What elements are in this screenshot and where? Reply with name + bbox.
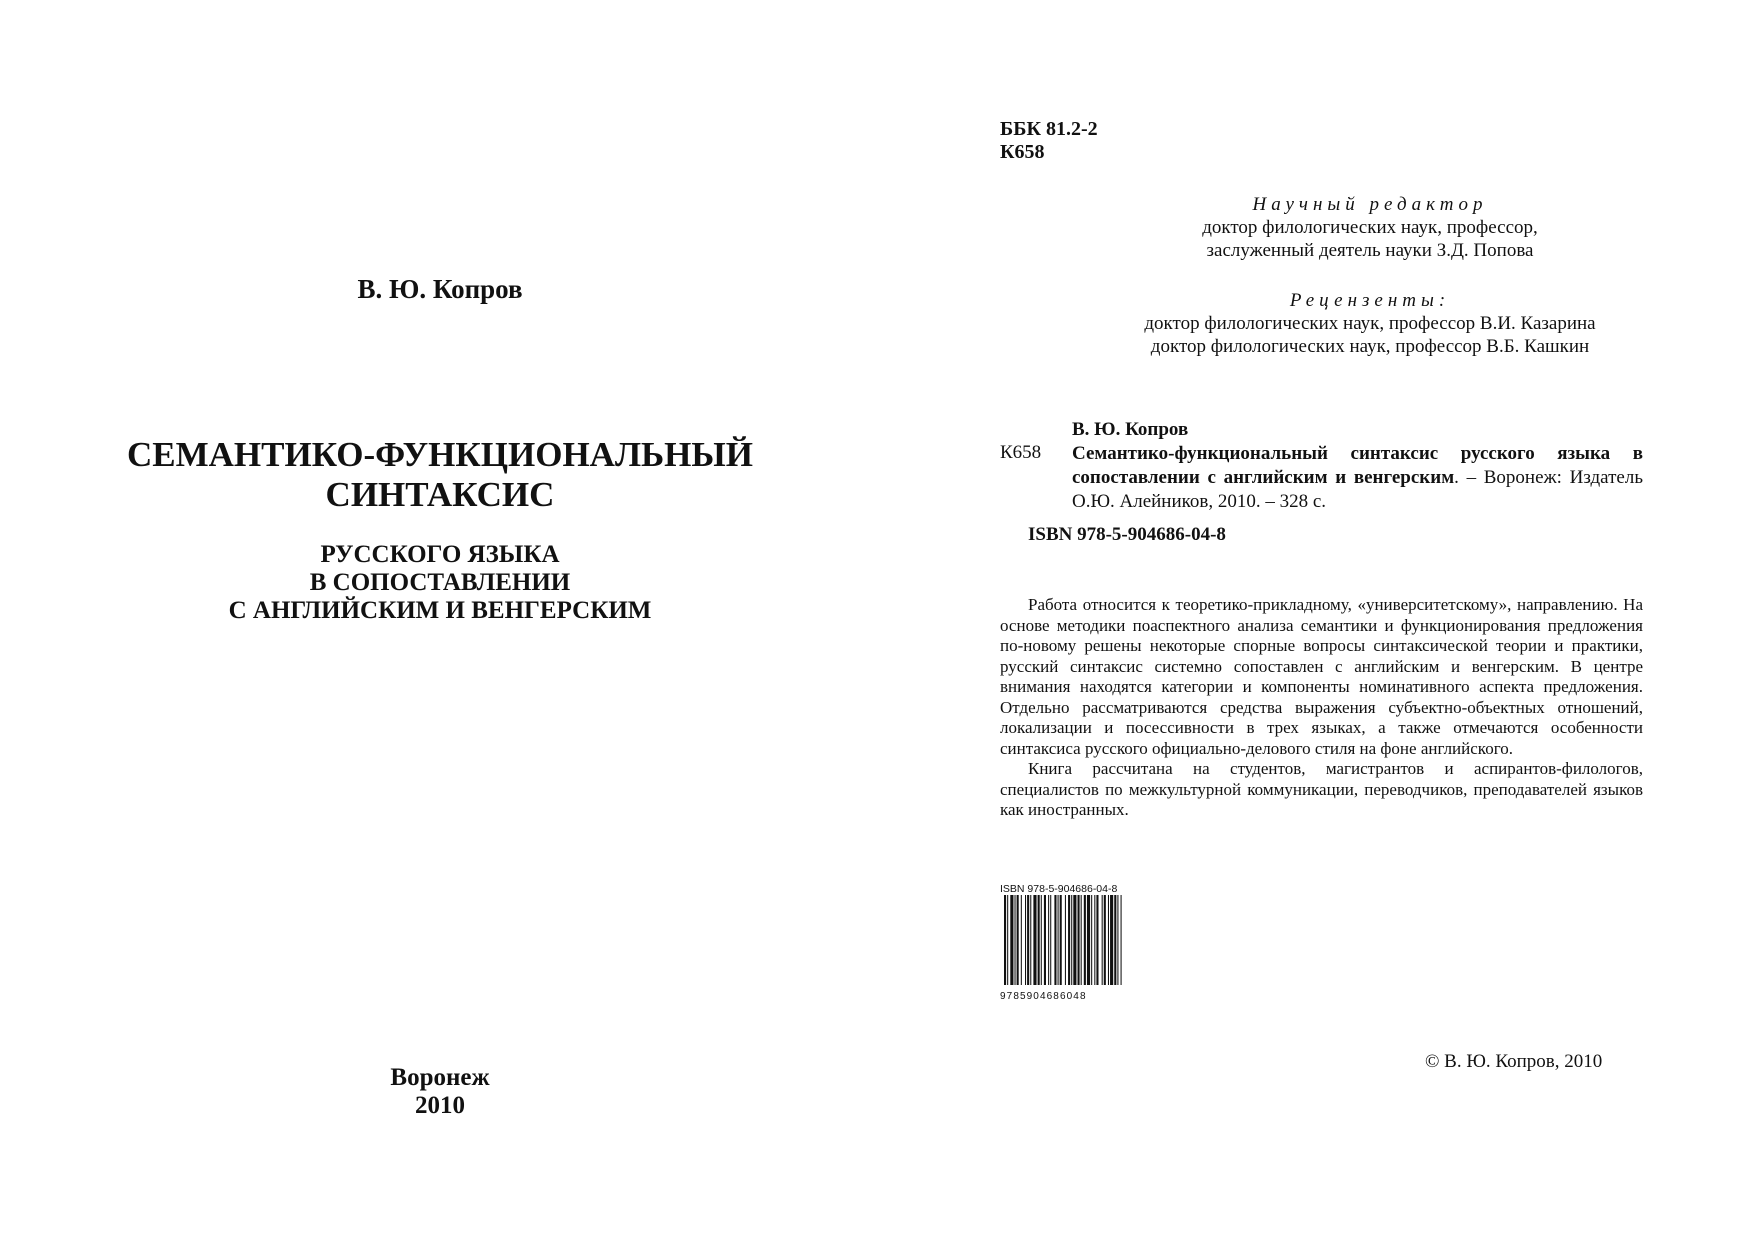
barcode-bar — [1038, 895, 1040, 985]
book-subtitle — [0, 541, 880, 625]
author-name: В. Ю. Копров — [357, 274, 523, 304]
barcode-bar — [1027, 895, 1029, 985]
barcode-bar — [1096, 895, 1098, 985]
barcode-bar — [1110, 895, 1113, 985]
subtitle-line: РУССКОГО ЯЗЫКА — [320, 541, 560, 568]
imprint-city: Воронеж — [390, 1064, 490, 1091]
reviewers-heading: Рецензенты: — [1289, 290, 1451, 311]
barcode-digits: 9785904686048 — [1000, 991, 1087, 1002]
barcode-bar — [1091, 895, 1092, 985]
barcode-bar — [1004, 895, 1006, 985]
title-line: СИНТАКСИС — [325, 475, 555, 514]
barcode-bar — [1025, 895, 1026, 985]
imprint — [0, 1064, 880, 1120]
editor-line: доктор филологических наук, профессор, — [1202, 217, 1538, 238]
barcode-bar — [1068, 895, 1070, 985]
barcode-bar — [1108, 895, 1109, 985]
editor-heading: Научный редактор — [1252, 194, 1488, 215]
barcode-bar — [1041, 895, 1042, 985]
barcode-isbn-label: ISBN 978-5-904686-04-8 — [1000, 883, 1118, 895]
biblio-code: К658 — [1000, 442, 1042, 463]
title-line: СЕМАНТИКО-ФУНКЦИОНАЛЬНЫЙ — [126, 435, 753, 474]
biblio-description — [1072, 442, 1643, 514]
biblio-title: Семантико-функциональный синтаксис русского языка в сопоставлении с английским и венгерским — [1072, 443, 1643, 488]
barcode-bar — [1054, 895, 1056, 985]
barcode-bar — [1021, 895, 1022, 985]
imprint-year: 2010 — [415, 1092, 465, 1119]
biblio-publication-info: . – Воронеж: Издатель О.Ю. Алейников, 2010. – 328 с. — [1072, 467, 1643, 512]
book-title — [0, 435, 880, 515]
barcode-image — [1000, 895, 1144, 985]
barcode-bar — [1060, 895, 1062, 985]
barcode-bar — [1065, 895, 1066, 985]
classification-codes — [1000, 118, 1098, 164]
barcode-bar — [1104, 895, 1106, 985]
barcode-bar — [1030, 895, 1031, 985]
bbk-code: ББК 81.2-2 — [1000, 118, 1098, 140]
author-mark: К658 — [1000, 141, 1045, 163]
barcode-bar — [1121, 895, 1122, 985]
abstract-paragraph: Работа относится к теоретико-прикладному, «университетскому», направлению. На основе методики поаспектного анализа семантики и функционирования предложения по-новому решены некоторые спорные вопросы синтаксической теории и практики, русский синтаксис системно сопоставлен с английским и венгерским. В центре внимания находятся категории и компоненты номинативного аспекта предложения. Отдельно рассматриваются средства выражения субъектно-объектных отношений, локализации и посессивности в трех языках, а также отмечаются особенности синтаксиса русского официально-делового стиля на фоне английского. — [1000, 595, 1643, 758]
barcode-bar — [1033, 895, 1036, 985]
barcode-bar — [1044, 895, 1046, 985]
abstract — [1000, 595, 1643, 821]
barcode-bar — [1071, 895, 1072, 985]
barcode-bar — [1078, 895, 1080, 985]
barcode-bar — [1102, 895, 1103, 985]
barcode-bar — [1010, 895, 1013, 985]
reviewer-line: доктор филологических наук, профессор В.И. Казарина — [1144, 313, 1596, 334]
reviewers — [1040, 289, 1700, 358]
barcode-block — [1000, 883, 1144, 1002]
barcode-bar — [1084, 895, 1086, 985]
biblio-author: В. Ю. Копров — [1072, 419, 1189, 440]
barcode-bar — [1048, 895, 1049, 985]
reviewer-line: доктор филологических наук, профессор В.Б. Кашкин — [1150, 336, 1590, 357]
subtitle-line: С АНГЛИЙСКИМ И ВЕНГЕРСКИМ — [228, 597, 652, 624]
barcode-bar — [1017, 895, 1019, 985]
barcode-bar — [1050, 895, 1051, 985]
copyright: © В. Ю. Копров, 2010 — [1425, 1051, 1603, 1072]
abstract-paragraph: Книга рассчитана на студентов, магистрантов и аспирантов-филологов, специалистов по межкультурной коммуникации, переводчиков, преподавателей языков как иностранных. — [1000, 759, 1643, 819]
barcode-bar — [1087, 895, 1090, 985]
isbn: ISBN 978-5-904686-04-8 — [1028, 524, 1226, 545]
editor-line: заслуженный деятель науки З.Д. Попова — [1206, 240, 1534, 261]
barcode-bar — [1058, 895, 1059, 985]
barcode-bar — [1081, 895, 1082, 985]
scientific-editor — [1040, 193, 1700, 262]
barcode-bar — [1114, 895, 1116, 985]
barcode-bar — [1015, 895, 1016, 985]
barcode-bar — [1073, 895, 1076, 985]
barcode-bar — [1117, 895, 1118, 985]
barcode-bar — [1094, 895, 1095, 985]
barcode-bar — [1007, 895, 1008, 985]
subtitle-line: В СОПОСТАВЛЕНИИ — [309, 569, 571, 596]
